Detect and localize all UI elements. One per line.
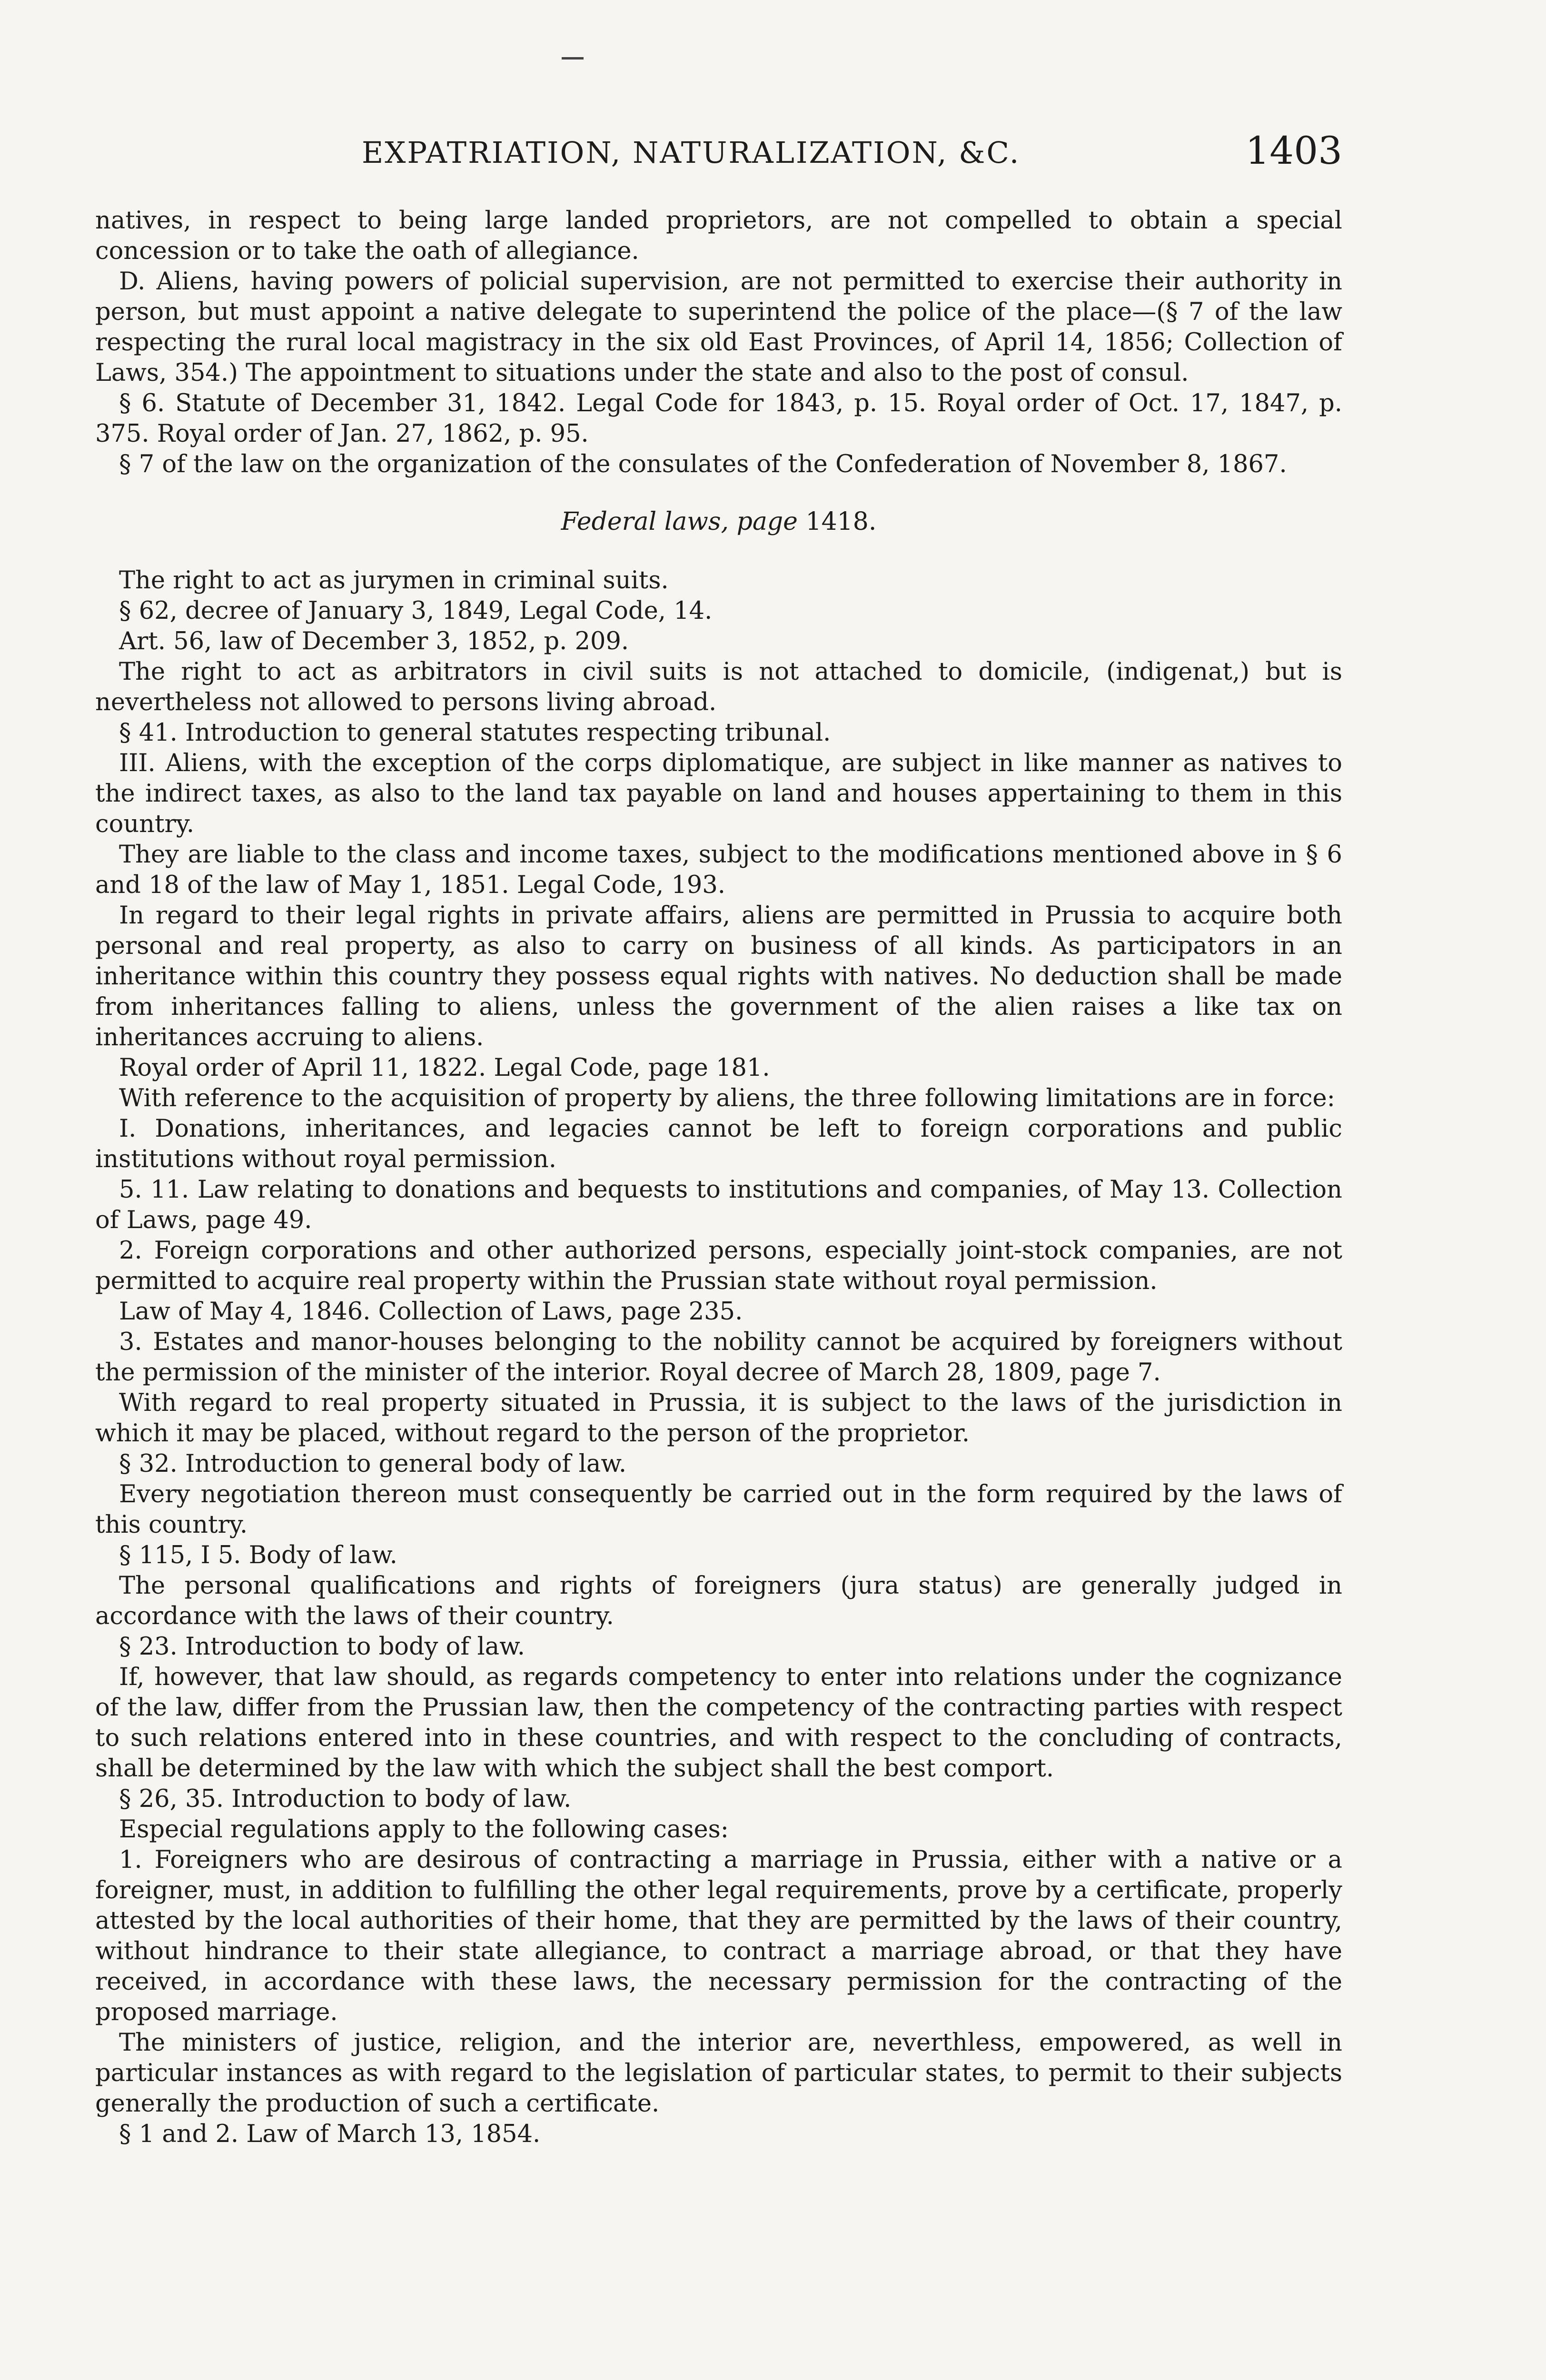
paragraph: In regard to their legal rights in private affairs, aliens are permitted in Prussia to acquire both personal and real property, as also to carry on business of all kinds. As participators in an inheritance within this country they possess equal rights with natives. No deduction shall be made from inheritances falling to aliens, unless the government of the alien raises a like tax on inheritances accruing to aliens. [95,902,1342,1051]
paragraph: The ministers of justice, religion, and the interior are, neverthless, empowered, as well in particular instances as with regard to the legislation of particular states, to permit to their subjects generally the production of such a certificate. [95,2029,1342,2118]
paragraph: 3. Estates and manor-houses belonging to the nobility cannot be acquired by foreigners without the permission of the minister of the interior. Royal decree of March 28, 1809, page 7. [95,1328,1342,1387]
paragraph: § 41. Introduction to general statutes respecting tribunal. [119,719,831,747]
paragraph: § 6. Statute of December 31, 1842. Legal Code for 1843, p. 15. Royal order of Oct. 17, 1847, p. 375. Royal order of Jan. 27, 1862, p. 95. [95,389,1342,448]
paragraph: 2. Foreign corporations and other authorized persons, especially joint-stock companies, are not permitted to acquire real property within the Prussian state without royal permission. [95,1237,1342,1295]
paragraph: If, however, that law should, as regards competency to enter into relations under the cognizance of the law, differ from the Prussian law, then the competency of the contracting parties with respect to such relations entered into in these countries, and with respect to the concluding of contracts, shall be determined by the law with which the subject shall the best comport. [95,1663,1342,1783]
section-heading-title: Federal laws, page [561,507,798,536]
paragraph: III. Aliens, with the exception of the corps diplomatique, are subject in like manner as natives to the indirect taxes, as also to the land tax payable on land and houses appertaining to them in this country. [95,749,1342,838]
paragraph: The right to act as arbitrators in civil suits is not attached to domicile, (indigenat,) but is nevertheless not allowed to persons living abroad. [95,658,1342,716]
paragraph: § 23. Introduction to body of law. [119,1633,525,1661]
paragraph: § 32. Introduction to general body of law. [119,1450,627,1478]
paragraph: With reference to the acquisition of property by aliens, the three following limitations are in force: [119,1084,1335,1112]
paragraph: Every negotiation thereon must consequently be carried out in the form required by the laws of this country. [95,1480,1342,1539]
paragraph: D. Aliens, having powers of policial supervision, are not permitted to exercise their authority in person, but must appoint a native delegate to superintend the police of the place—(§ 7 of the law respecting the rural local magistracy in the six old East Provinces, of April 14, 1856; Collection of Laws, 354.) The appointment to situations under the state and also to the post of consul. [95,268,1342,387]
paragraph: § 115, I 5. Body of law. [119,1541,397,1569]
paragraph: Law of May 4, 1846. Collection of Laws, page 235. [119,1298,743,1326]
paragraph: 5. 11. Law relating to donations and bequests to institutions and companies, of May 13. Collection of Laws, page 49. [95,1176,1342,1234]
section-heading [95,506,1342,537]
paragraph: The personal qualifications and rights of foreigners (jura status) are generally judged in accordance with the laws of their country. [95,1572,1342,1630]
paragraph: § 7 of the law on the organization of the consulates of the Confederation of November 8, 1867. [119,450,1287,478]
page-number: 1403 [1245,129,1342,173]
paragraph: They are liable to the class and income taxes, subject to the modifications mentioned above in § 6 and 18 of the law of May 1, 1851. Legal Code, 193. [95,841,1342,899]
paragraph: § 26, 35. Introduction to body of law. [119,1785,572,1813]
page-header [362,129,1342,181]
paragraph: With regard to real property situated in Prussia, it is subject to the laws of the jurisdiction in which it may be placed, without regard to the person of the proprietor. [95,1389,1342,1448]
paragraph: § 1 and 2. Law of March 13, 1854. [119,2120,541,2148]
running-title: EXPATRIATION, NATURALIZATION, &C. [362,135,1021,170]
paragraph: The right to act as jurymen in criminal suits. [119,566,669,595]
paragraph: Art. 56, law of December 3, 1852, p. 209. [119,627,629,655]
paragraph: Royal order of April 11, 1822. Legal Code, page 181. [119,1054,770,1082]
paragraph: § 62, decree of January 3, 1849, Legal Code, 14. [119,597,713,625]
body-text [95,206,1342,2150]
paragraph: I. Donations, inheritances, and legacies cannot be left to foreign corporations and public institutions without royal permission. [95,1115,1342,1173]
section-heading-page: 1418. [805,507,877,536]
paragraph: 1. Foreigners who are desirous of contracting a marriage in Prussia, either with a native or a foreigner, must, in addition to fulfilling the other legal requirements, prove by a certificate, properly attested by the local authorities of their home, that they are permitted by the laws of their country, without hindrance to their state allegiance, to contract a marriage abroad, or that they have received, in accordance with these laws, the necessary permission for the contracting of the proposed marriage. [95,1846,1342,2026]
paragraph: Especial regulations apply to the following cases: [119,1815,729,1844]
paragraph: natives, in respect to being large landed proprietors, are not compelled to obtain a special concession or to take the oath of allegiance. [95,207,1342,265]
top-mark [562,57,584,60]
